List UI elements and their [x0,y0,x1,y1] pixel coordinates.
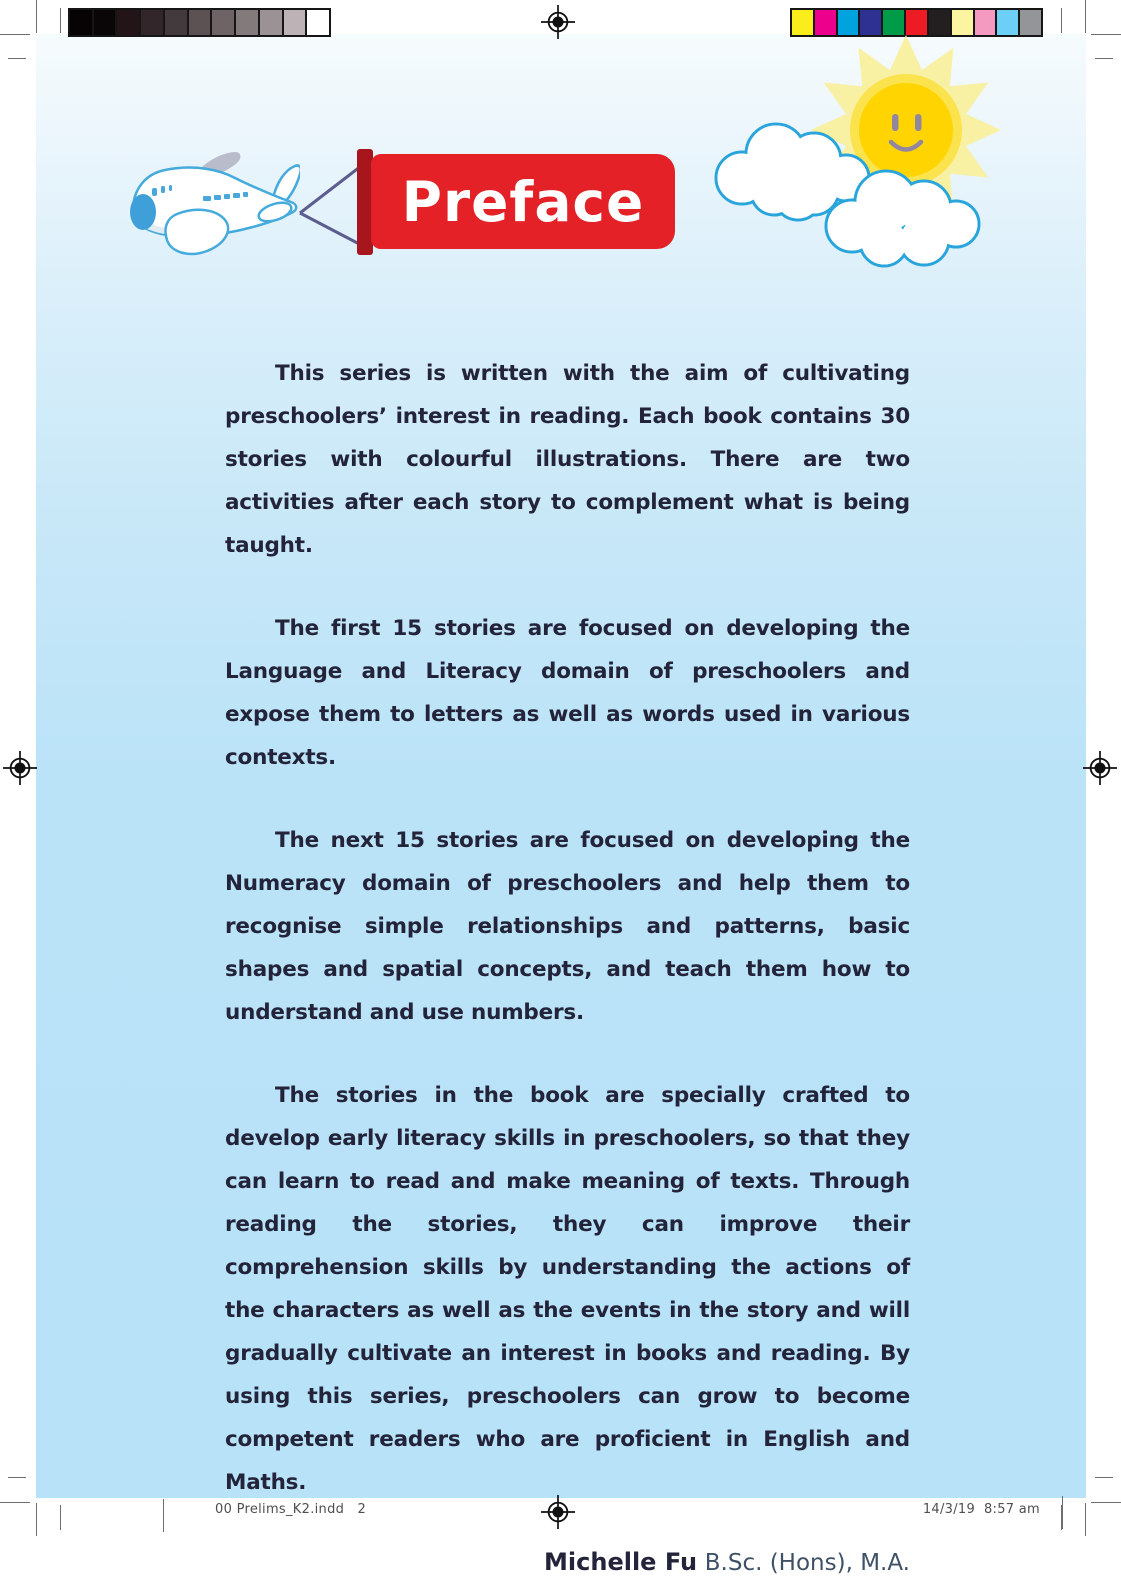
grayscale-calibration-bar [68,8,331,37]
registration-mark-icon [541,5,575,39]
calibration-swatch [117,10,139,35]
author-name: Michelle Fu [544,1548,698,1576]
calibration-swatch [141,10,163,35]
slug-timestamp [820,1502,1040,1517]
calibration-swatch [165,10,187,35]
date: 14/3/19 [922,1502,976,1517]
clouds-icon [710,116,1010,291]
registration-mark-icon [3,751,37,785]
paragraph: The stories in the book are specially crafted to develop early literacy skills in preschoolers, so that they can learn to read and make meaning of texts. Through reading the stories, they can improve their comprehension skills by understanding the actions of the characters as well as the events in the story and will gradually cultivate an interest in books and reading. By using this series, preschoolers can grow to become competent readers who are proficient in English and Maths. [225,1083,910,1495]
calibration-swatch [236,10,258,35]
calibration-swatch [260,10,282,35]
paragraph: This series is written with the aim of cultivating preschoolers’ interest in reading. Each book contains 30 stories with colourful illustrations. There are two activities after each story to complement what is being taught. [225,361,910,558]
paragraph: The first 15 stories are focused on developing the Language and Literacy domain of preschoolers and expose them to letters as well as words used in various contexts. [225,616,910,770]
calibration-swatch [307,10,329,35]
registration-mark-icon [1083,751,1117,785]
airplane-icon [125,150,300,267]
file-name: 00 Prelims_K2.indd [215,1502,345,1517]
calibration-swatch [94,10,116,35]
calibration-swatch [212,10,234,35]
preface-banner [371,154,675,249]
author-signature [225,1548,910,1576]
calibration-swatch [70,10,92,35]
slug-file-info [215,1502,366,1517]
calibration-swatch [284,10,306,35]
calibration-swatch [189,10,211,35]
time: 8:57 am [983,1502,1040,1517]
paragraph: The next 15 stories are focused on developing the Numeracy domain of preschoolers and help them to recognise simple relationships and patterns, basic shapes and spatial concepts, and teach them how to understand and use numbers. [225,828,910,1025]
author-credentials: B.Sc. (Hons), M.A. [704,1550,910,1576]
preface-text [225,352,910,1576]
page-number: 2 [357,1502,367,1517]
calibration-swatch [1020,10,1041,35]
page-title: Preface [401,169,645,234]
